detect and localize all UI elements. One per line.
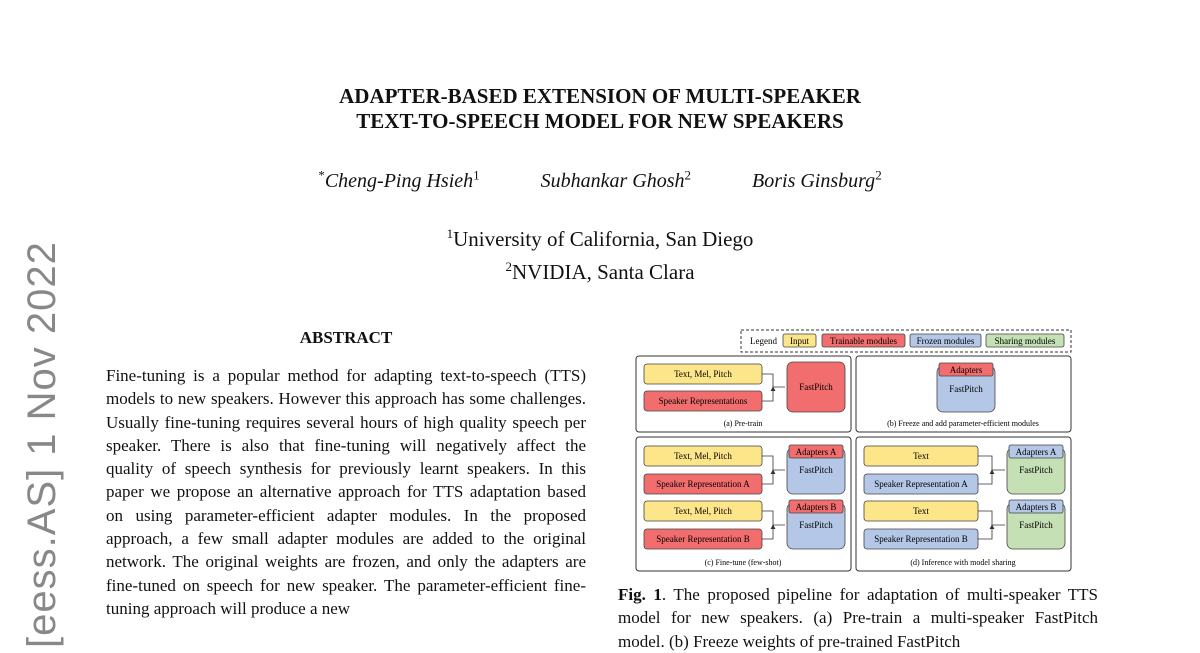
panel-d-input-1: Text: [913, 451, 929, 461]
affiliation-2-text: NVIDIA, Santa Clara: [511, 260, 695, 284]
panel-b-caption: (b) Freeze and add parameter-efficient modules: [887, 419, 1039, 428]
affiliation-1-text: University of California, San Diego: [453, 227, 754, 251]
affiliation-2-sup: 2: [505, 259, 512, 274]
author-1-sup: 1: [473, 167, 480, 182]
author-list: [0, 167, 1200, 193]
author-3: [752, 167, 882, 192]
panel-c-adapters-a: Adapters A: [795, 447, 837, 457]
panel-b: [856, 356, 1071, 432]
author-1-name: Cheng-Ping Hsieh: [324, 169, 474, 192]
author-3-name: Boris Ginsburg: [752, 169, 876, 192]
legend-title: Legend: [750, 336, 777, 346]
abstract-text: Fine-tuning is a popular method for adapting text-to-speech (TTS) models to new speakers. However this approach has some challenges. Usually fine-tuning requires several hours of high quality speech per speaker. There is also that fine-tuning will negatively affect the quality of speech synthesis for previously learnt speakers. In this paper we propose an alternative approach for TTS adaptation based on using parameter-efficient adapter modules. In the proposed approach, a few small adapter modules are added to the original network. The original weights are frozen, and only the adapters are fine-tuned on speech for new speaker. The parameter-efficient fine-tuning approach will produce a new: [106, 366, 586, 618]
legend-sharing: Sharing modules: [994, 336, 1056, 346]
abstract-heading: ABSTRACT: [299, 328, 393, 347]
panel-d-adapters-a: Adapters A: [1015, 447, 1057, 457]
paper-title: [0, 84, 1200, 134]
author-2: [540, 167, 692, 192]
figure-1: [630, 326, 1076, 576]
panel-c: [636, 437, 851, 571]
panel-c-input-1: Text, Mel, Pitch: [674, 451, 732, 461]
author-1-marker: *: [318, 167, 325, 182]
title-line-2: TEXT-TO-SPEECH MODEL FOR NEW SPEAKERS: [356, 109, 844, 133]
abstract-body: [106, 364, 586, 620]
arxiv-stamp: [eess.AS] 1 Nov 2022: [20, 241, 64, 648]
panel-c-model-b: FastPitch: [799, 520, 833, 530]
affiliation-2: [0, 253, 1200, 286]
figure-legend: [741, 330, 1071, 352]
panel-c-input-3: Text, Mel, Pitch: [674, 506, 732, 516]
caption-label: Fig. 1: [618, 585, 662, 604]
affiliation-1: [0, 220, 1200, 253]
author-1: [318, 167, 480, 192]
panel-d-input-2: Speaker Representation A: [874, 479, 968, 489]
panel-c-caption: (c) Fine-tune (few-shot): [704, 558, 782, 567]
author-2-name: Subhankar Ghosh: [540, 169, 685, 192]
caption-text: . The proposed pipeline for adaptation of multi-speaker TTS model for new speakers. (a) Pre-train a multi-speaker FastPitch model. (b) Freeze weights of pre-trained FastPitch: [618, 585, 1098, 651]
panel-b-adapters: Adapters: [949, 365, 983, 375]
panel-b-model: FastPitch: [949, 384, 983, 394]
panel-a-caption: (a) Pre-train: [723, 419, 763, 428]
panel-a-input-1: Text, Mel, Pitch: [674, 369, 732, 379]
panel-d-caption: (d) Inference with model sharing: [910, 558, 1016, 567]
panel-d-model-b: FastPitch: [1019, 520, 1053, 530]
panel-a: [636, 356, 851, 432]
author-3-sup: 2: [875, 167, 882, 182]
panel-c-model-a: FastPitch: [799, 465, 833, 475]
legend-input: Input: [790, 336, 809, 346]
affiliations: [0, 220, 1200, 286]
panel-d-model-a: FastPitch: [1019, 465, 1053, 475]
legend-trainable: Trainable modules: [830, 336, 897, 346]
panel-d: [856, 437, 1071, 571]
author-2-sup: 2: [684, 167, 692, 182]
panel-a-input-2: Speaker Representations: [658, 396, 748, 406]
title-line-1: ADAPTER-BASED EXTENSION OF MULTI-SPEAKER: [339, 84, 861, 108]
panel-d-input-3: Text: [913, 506, 929, 516]
legend-frozen: Frozen modules: [916, 336, 975, 346]
figure-caption: [618, 583, 1098, 653]
panel-a-model: FastPitch: [799, 382, 833, 392]
panel-d-adapters-b: Adapters B: [1015, 502, 1057, 512]
panel-c-adapters-b: Adapters B: [795, 502, 837, 512]
panel-c-input-4: Speaker Representation B: [656, 534, 750, 544]
panel-d-input-4: Speaker Representation B: [874, 534, 968, 544]
panel-c-input-2: Speaker Representation A: [656, 479, 750, 489]
affiliation-1-sup: 1: [446, 226, 454, 241]
